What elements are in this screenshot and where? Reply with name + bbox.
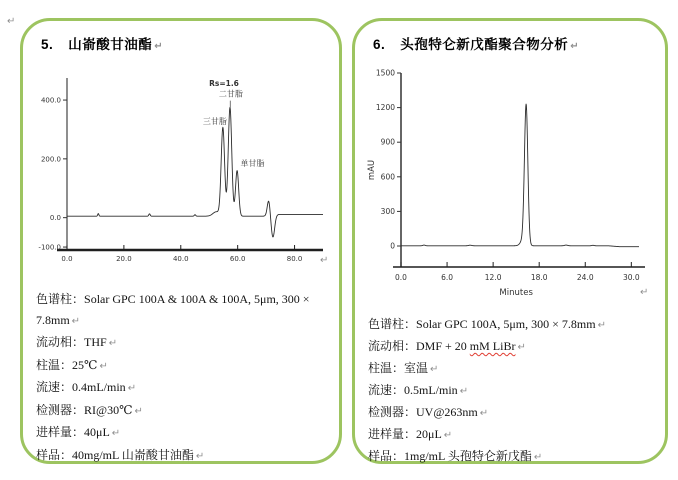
section-number: 5.: [41, 37, 54, 52]
spec-label: 检测器：: [368, 405, 417, 419]
spec-label: 进样量：: [36, 425, 85, 439]
trace: [401, 104, 639, 247]
x-tick-label: 40.0: [172, 255, 189, 263]
spec-value: THF: [84, 335, 107, 349]
spec-row-mobile-phase: [36, 332, 342, 355]
section-number: 6.: [373, 37, 386, 52]
spec-value: DMF + 20: [416, 339, 470, 353]
spec-row-detector: [368, 402, 668, 424]
return-mark: ↵: [71, 315, 81, 327]
return-mark: ↵: [517, 342, 526, 353]
return-mark: ↵: [108, 338, 118, 349]
spec-label: 柱温：: [368, 361, 405, 375]
spec-label: 色谱柱：: [36, 292, 85, 306]
x-tick-label: 24.0: [576, 273, 594, 282]
return-mark: ↵: [597, 320, 606, 331]
y-tick-label: 300: [380, 206, 395, 216]
return-mark: ↵: [99, 360, 108, 372]
spec-row-flow-rate: [368, 380, 668, 402]
return-mark: ↵: [640, 287, 649, 298]
spec-value-spellcheck: mM LiBr: [469, 339, 516, 353]
x-tick-label: 30.0: [622, 273, 640, 282]
panel-title: [373, 33, 579, 53]
spec-value-wrap: 7.8mm: [36, 312, 70, 327]
spec-value: UV@263nm: [416, 405, 478, 419]
y-tick-label: -100.0: [38, 243, 61, 252]
right-conditions-list: [368, 314, 668, 468]
spec-label: 样品：: [368, 449, 405, 463]
return-mark: ↵: [533, 452, 543, 463]
left-conditions-list: [36, 289, 342, 467]
spec-row-column-temp: [368, 358, 668, 380]
x-tick-label: 20.0: [116, 255, 132, 263]
spec-row-column: [36, 289, 342, 332]
return-mark: ↵: [459, 386, 469, 397]
spec-value: RI@30℃: [84, 402, 133, 417]
spec-label: 样品：: [36, 447, 73, 462]
annotation-text: 三甘脂: [202, 117, 227, 127]
x-tick-label: 12.0: [484, 273, 502, 282]
spec-label: 柱温：: [36, 357, 73, 372]
spec-value: 室温: [404, 361, 429, 375]
trace: [67, 107, 323, 237]
y-axis-label: mAU: [367, 159, 377, 181]
chromatogram-gpc-left: [31, 74, 339, 280]
spec-value: Solar GPC 100A, 5μm, 300 × 7.8mm: [416, 317, 596, 331]
spec-row-column-temp: [36, 355, 342, 378]
panel-glyceryl-behenate: [20, 18, 342, 464]
spec-label: 流速：: [36, 380, 73, 394]
spec-value: 25℃: [72, 357, 98, 372]
annotation-text: 单甘脂: [240, 159, 265, 169]
x-tick-label: 60.0: [229, 255, 246, 263]
x-tick-label: 80.0: [286, 255, 303, 263]
chromatogram-uv-right: [363, 63, 663, 307]
spec-value: 40μL: [84, 425, 110, 439]
y-tick-label: 400.0: [40, 96, 61, 105]
section-title: 头孢特仑新戊酯聚合物分析: [400, 37, 569, 52]
x-axis-label: Minutes: [499, 288, 533, 298]
spec-label: 流动相：: [368, 339, 417, 353]
spec-label: 色谱柱：: [368, 317, 417, 331]
y-tick-label: 200.0: [40, 155, 61, 164]
spec-row-sample: [36, 445, 342, 468]
spec-row-flow-rate: [36, 377, 342, 400]
spec-row-mobile-phase: [368, 336, 668, 358]
spec-label: 流动相：: [36, 335, 85, 349]
spec-row-injection-volume: [368, 424, 668, 446]
return-mark: ↵: [127, 383, 137, 394]
x-tick-label: 0.0: [61, 255, 73, 263]
spec-value: 0.5mL/min: [404, 383, 458, 397]
spec-label: 进样量：: [368, 427, 417, 441]
annotation-text: 二甘脂: [218, 89, 243, 99]
y-tick-label: 600: [380, 172, 395, 182]
return-mark: ↵: [430, 364, 439, 375]
return-mark: ↵: [479, 408, 489, 419]
spec-row-injection-volume: [36, 422, 342, 445]
x-tick-label: 18.0: [530, 273, 548, 282]
spec-value: 0.4mL/min: [72, 380, 126, 394]
return-mark: ↵: [154, 41, 164, 52]
return-mark: ↵: [443, 430, 453, 441]
return-mark: ↵: [320, 255, 329, 266]
y-tick-label: 0.0: [49, 214, 61, 223]
spec-value: 1mg/mL 头孢特仑新戊酯: [404, 449, 532, 463]
y-tick-label: 1200: [375, 103, 395, 113]
annotation-text: Rs=1.6: [209, 78, 239, 88]
return-mark: ↵: [570, 41, 580, 52]
return-mark: ↵: [195, 450, 205, 462]
x-tick-label: 0.0: [395, 273, 407, 282]
spec-value: 20μL: [416, 427, 442, 441]
spec-row-detector: [36, 400, 342, 423]
panel-cefteram-pivoxil: [352, 18, 668, 464]
y-tick-label: 900: [380, 137, 395, 147]
spec-row-column: [368, 314, 668, 336]
x-tick-label: 6.0: [441, 273, 454, 282]
section-title: 山嵛酸甘油酯: [68, 37, 153, 52]
return-mark: ↵: [111, 428, 121, 439]
y-tick-label: 1500: [375, 68, 395, 78]
spec-label: 检测器：: [36, 402, 85, 417]
y-tick-label: 0: [390, 241, 395, 251]
panel-title: [41, 33, 163, 53]
return-mark: ↵: [7, 16, 16, 27]
spec-label: 流速：: [368, 383, 405, 397]
return-mark: ↵: [134, 405, 143, 417]
spec-row-sample: [368, 446, 668, 468]
spec-value: Solar GPC 100A & 100A & 100A, 5μm, 300 ×: [84, 292, 310, 306]
spec-value: 40mg/mL 山嵛酸甘油酯: [72, 447, 194, 462]
